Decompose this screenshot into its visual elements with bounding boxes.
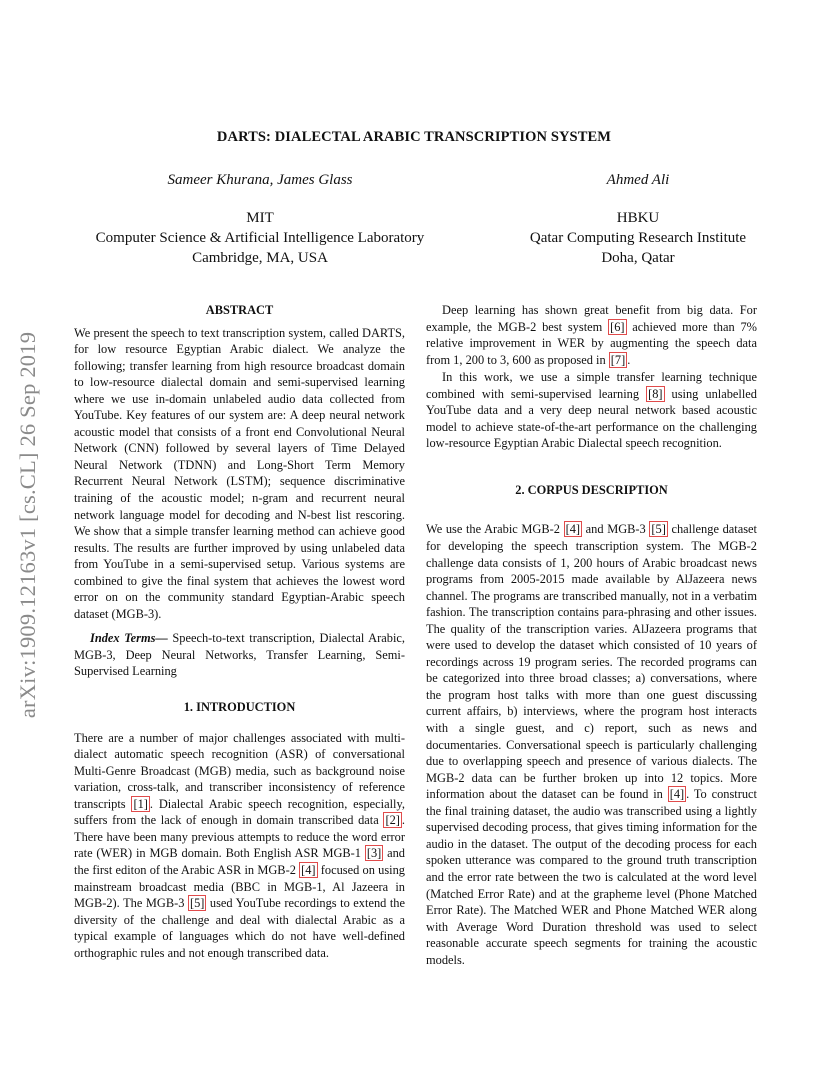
index-terms <box>74 630 405 680</box>
intro-text: and the first editon of the Arabic ASR in MGB-2 <box>74 846 405 877</box>
arxiv-identifier <box>8 290 48 760</box>
intro-text: . <box>627 352 631 367</box>
paper-title: DARTS: DIALECTAL ARABIC TRANSCRIPTION SYSTEM <box>216 129 612 145</box>
intro-paragraph-2 <box>426 302 757 368</box>
citation-link[interactable]: [1] <box>133 796 148 811</box>
citation-link[interactable]: [4] <box>669 787 685 802</box>
citation-link[interactable]: [2] <box>385 813 400 828</box>
intro-text: Deep learning has shown great benefit from big data. For example, the MGB-2 best system <box>426 303 757 334</box>
left-column <box>74 302 405 961</box>
intro-text: . Dialectal Arabic speech recognition, especially, suffers from the lack of enough in domain transcribed data <box>74 796 405 828</box>
corpus-heading: 2. CORPUS DESCRIPTION <box>515 482 668 497</box>
corpus-text: We use the Arabic MGB-2 <box>426 522 564 537</box>
citation-link[interactable]: [7] <box>610 352 626 367</box>
citation-link[interactable]: [8] <box>648 386 663 401</box>
intro-text: using unlabelled YouTube data and a very deep neural network based acoustic model to achieve state-of-the-art performance on the challenging low-resource Egyptian Arabic Dialectal speech recognition. <box>426 386 757 451</box>
affiliation-line: Computer Science & Artificial Intelligence Laboratory <box>95 230 425 246</box>
affiliation-left <box>60 208 460 268</box>
citation-link[interactable]: [5] <box>189 896 205 911</box>
index-terms-text: Speech-to-text transcription, Dialectal Arabic, MGB-3, Deep Neural Networks, Transfer Learning, Semi-Supervised Learning <box>74 631 405 679</box>
affiliation-right <box>520 208 756 268</box>
intro-text: In this work, we use a simple transfer learning technique combined with semi-supervised learning <box>426 370 757 401</box>
abstract-heading: ABSTRACT <box>205 303 274 317</box>
author-block-right <box>520 172 756 268</box>
introduction-heading: 1. INTRODUCTION <box>183 700 296 715</box>
corpus-paragraph <box>426 521 757 968</box>
author-block-left <box>60 172 460 268</box>
intro-text: used YouTube recordings to extend the diversity of the challenge and deal with dialectal Arabic as a typical example of languages which do not have well-defined orthographic rules and not enough transcribed data. <box>74 896 405 960</box>
affiliation-line: MIT <box>246 210 274 226</box>
citation-link[interactable]: [5] <box>651 522 666 537</box>
index-terms-lead: Index Terms— <box>90 631 168 646</box>
citation-link[interactable]: [4] <box>565 522 581 537</box>
author-names-left: Sameer Khurana, James Glass <box>167 172 353 188</box>
affiliation-line: HBKU <box>616 210 660 226</box>
author-names-right: Ahmed Ali <box>606 172 670 188</box>
citation-link[interactable]: [6] <box>610 319 625 334</box>
intro-text: achieved more than 7% relative improvement in WER by augmenting the speech data from 1, 200 to 3, 600 as proposed in <box>426 319 757 367</box>
corpus-text: challenge dataset for developing the speech transcription system. The MGB-2 challenge data consists of 1, 200 hours of Arabic broadcast news programs from 2005-2015 made available by AlJazeera news channel. The programs are transcribed manually, not in a verbatim fashion. The transcription contains para-phrasing and other issues. The quality of the transcription varies. AlJazeera programs that were used to develop the dataset which consisted of 10 years of recordings across 19 program series. The recorded programs can be categorized into three broad classes; a) conversations, where the program host talks with more than one guest discussing current affairs, b) interviews, where the program host interacts with a single guest, and c) report, such as news and documentaries. Conversational speech is particularly challenging due to overlapping speech and presence of various dialects. The MGB-2 data can be further broken up into 12 topics. More information about the dataset can be found in <box>426 522 757 802</box>
intro-text: focused on using mainstream broadcast media (BBC in MGB-1, Al Jazeera in MGB-2). The MGB-3 <box>74 862 405 911</box>
affiliation-line: Doha, Qatar <box>601 250 675 266</box>
citation-link[interactable]: [3] <box>366 846 382 861</box>
intro-paragraph-3 <box>426 369 757 452</box>
intro-paragraph-1 <box>74 730 405 962</box>
right-column <box>426 302 757 968</box>
corpus-text: . To construct the final training dataset, the audio was transcribed using a lightly supervised decoding process, that gives timing information for the audio in the dataset. The output of the decoding process for each spoken utterance was compared to the ground truth transcription and the error rate between the two is calculated at the word level (Matched Error Rate) and at the grapheme level (Phone Matched Error Rate). The Matched WER and Phone Matched WER along with Average Word Duration threshold was used to select reasonable accurate speech segments for training the acoustic models. <box>426 787 758 967</box>
affiliation-line: Cambridge, MA, USA <box>192 250 328 266</box>
citation-link[interactable]: [4] <box>301 862 316 877</box>
abstract-text: We present the speech to text transcription system, called DARTS, for low resource Egyptian Arabic dialect. We analyze the following; transfer learning from high resource broadcast domain to low-resource dialectal domain and semi-supervised learning where we use in-domain unlabeled audio data collected from YouTube. Key features of our system are: A deep neural network acoustic model that consists of a front end Convolutional Neural Network (CNN) followed by several layers of Time Delayed Neural Network (TDNN) and Long-Short Term Memory Recurrent Neural Network (LSTM); sequence discriminative training of the acoustic model; n-gram and recurrent neural network language model for decoding and N-best list rescoring. We show that a simple transfer learning method can achieve good results. The results are further improved by using unlabeled data from YouTube in a semi-supervised setup. Various systems are combined to give the final system that achieves the lowest word error on on the community standard Egyptian-Arabic speech dataset (MGB-3). <box>74 325 405 621</box>
arxiv-identifier-text: arXiv:1909.12163v1 [cs.CL] 26 Sep 2019 <box>15 331 40 719</box>
intro-text: . There have been many previous attempts to reduce the word error rate (WER) in MGB domain. Both English ASR MGB-1 <box>74 813 405 861</box>
corpus-text: and MGB-3 <box>582 522 650 537</box>
affiliation-line: Qatar Computing Research Institute <box>529 230 747 246</box>
intro-text: There are a number of major challenges associated with multi-dialect automatic speech recognition (ASR) of conversational Multi-Genre Broadcast (MGB) media, such as background noise variation, cross-talk, and transcriber inconsistency of reference transcripts <box>74 730 405 811</box>
